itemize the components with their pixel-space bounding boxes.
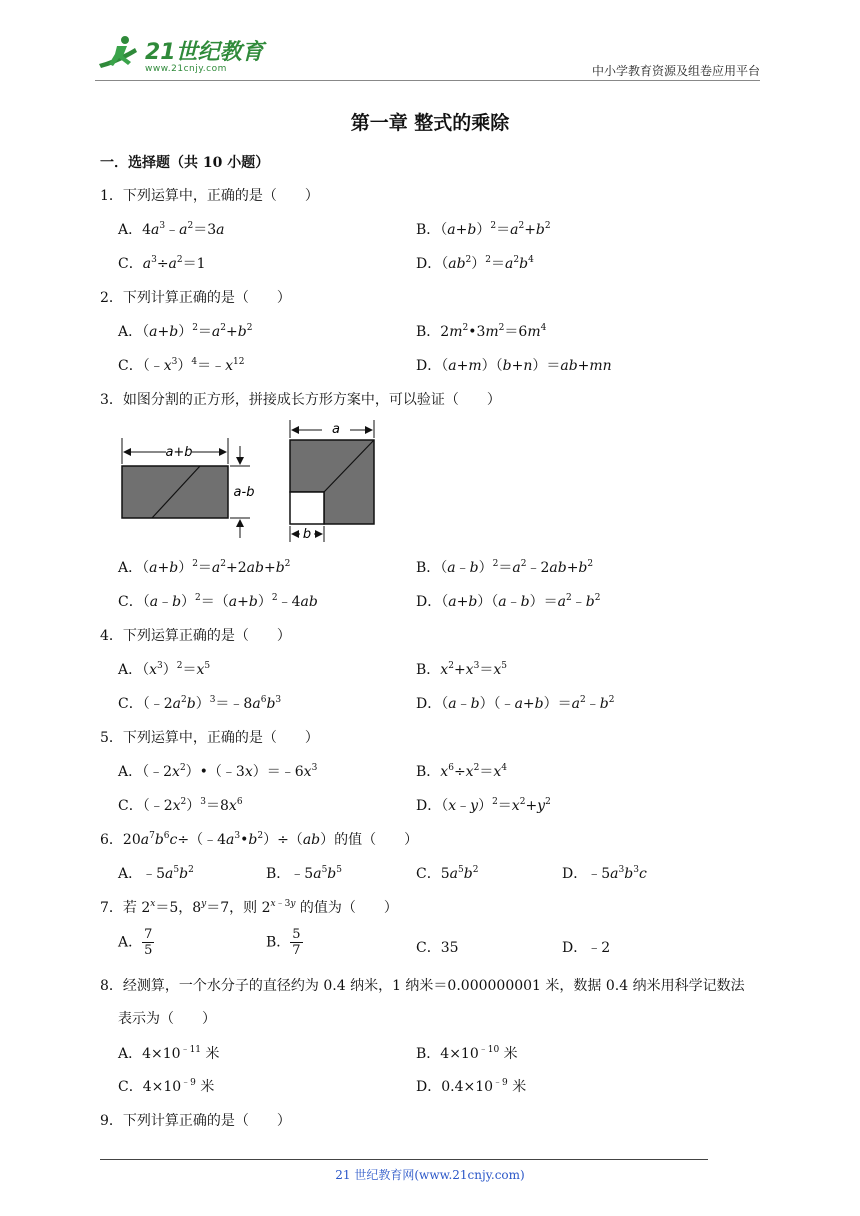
q3-option-b: B．$(a﹣b)^2=a^2﹣2ab+b^2$ xyxy=(416,559,594,576)
q2-option-b: B．$2m^2•3m^2=6m^4$ xyxy=(416,323,547,340)
q5-option-a: A．$(﹣2x^2)•(﹣3x)=﹣6x^3$ xyxy=(118,763,318,780)
q8-option-b: B．$4\times 10^{﹣10}$ 米 xyxy=(416,1045,518,1062)
label-a-plus-b: a+b xyxy=(165,445,193,460)
q4-option-d: D．$(a﹣b)(﹣a+b)=a^2﹣b^2$ xyxy=(416,695,615,712)
label-b: b xyxy=(302,527,312,542)
q4-option-c: C．$(﹣2a^2b)^3=﹣8a^6b^3$ xyxy=(118,695,282,712)
question-6-stem: 6．$20a^7b^6c\div(﹣4a^3•b^2)\div(ab)$的值（ ） xyxy=(100,831,419,848)
question-2-stem: 2．下列计算正确的是（ ） xyxy=(100,290,291,306)
q6-option-a: A．$﹣5a^5b^2$ xyxy=(118,865,194,882)
question-5-stem: 5．下列运算中，正确的是（ ） xyxy=(100,730,319,746)
q2-option-a: A．$(a+b)^2=a^2+b^2$ xyxy=(118,323,253,340)
q1-option-c: C．$a^3\div a^2=1$ xyxy=(118,255,206,272)
question-4-stem: 4．下列运算正确的是（ ） xyxy=(100,628,291,644)
question-8-stem: 8．经测算，一个水分子的直径约为 0.4 纳米，1 纳米＝0.000000001 米，数据 0.4 纳米用科学记数法 xyxy=(100,978,745,994)
q7-option-a: A． $\frac{7}{5}$ xyxy=(118,927,153,958)
label-a-minus-b: a-b xyxy=(233,485,255,500)
q4-option-b: B．$x^2+x^3=x^5$ xyxy=(416,661,507,678)
q8-option-a: A．$4\times 10^{﹣11}$ 米 xyxy=(118,1045,220,1062)
question-9-stem: 9．下列计算正确的是（ ） xyxy=(100,1113,291,1129)
q4-option-a: A．$(x^3)^2=x^5$ xyxy=(118,661,211,678)
footer-link[interactable]: 21 世纪教育网(www.21cnjy.com) xyxy=(335,1168,525,1182)
question-8-stem-cont: 表示为（ ） xyxy=(118,1011,216,1027)
page-title: 第一章 整式的乘除 xyxy=(350,112,510,134)
logo-url: www.21cnjy.com xyxy=(145,64,227,74)
question-3-stem: 3．如图分割的正方形，拼接成长方形方案中，可以验证（ ） xyxy=(100,392,501,408)
runner-logo-icon xyxy=(95,34,141,74)
question-7-stem: 7．若 $2^x=5$，$8^y=7$，则 $2^{x﹣3y}$ 的值为（ ） xyxy=(100,899,398,916)
q2-option-d: D．（a+m）（b+n）＝ab+mn xyxy=(416,358,612,374)
q8-option-d: D．$0.4\times 10^{﹣9}$ 米 xyxy=(416,1078,527,1095)
q6-option-d: D．$﹣5a^3b^3c$ xyxy=(562,865,647,882)
q5-option-d: D．$(x﹣y)^2=x^2+y^2$ xyxy=(416,797,551,814)
q7-option-b: B． $\frac{5}{7}$ xyxy=(266,927,301,958)
logo-brand: 21世纪教育 xyxy=(145,40,264,65)
q5-option-c: C．$(﹣2x^2)^3=8x^6$ xyxy=(118,797,243,814)
q7-option-d: D．﹣2 xyxy=(562,940,611,956)
q3-option-a: A．$(a+b)^2=a^2+2ab+b^2$ xyxy=(118,559,291,576)
header-platform-text: 中小学教育资源及组卷应用平台 xyxy=(591,64,760,78)
q3-option-d: D．$(a+b)(a﹣b)=a^2﹣b^2$ xyxy=(416,593,601,610)
q5-option-b: B．$x^6\div x^2=x^4$ xyxy=(416,763,507,780)
q8-option-c: C．$4\times 10^{﹣9}$ 米 xyxy=(118,1078,215,1095)
label-a: a xyxy=(332,422,340,437)
q6-option-c: C．$5a^5b^2$ xyxy=(416,865,479,882)
page-header xyxy=(95,34,760,80)
square-rectangle-figure xyxy=(118,416,388,544)
header-divider xyxy=(95,80,760,81)
footer-divider xyxy=(100,1159,708,1160)
q3-option-c: C．$(a﹣b)^2=(a+b)^2﹣4ab$ xyxy=(118,593,318,610)
q6-option-b: B．$﹣5a^5b^5$ xyxy=(266,865,342,882)
section-heading: 一．选择题（共 10 小题） xyxy=(100,155,270,171)
question-1-stem: 1．下列运算中，正确的是（ ） xyxy=(100,188,319,204)
q1-option-a: A．$4a^3﹣a^2=3a$ xyxy=(118,221,225,238)
q1-option-d: D．$(ab^2)^2=a^2b^4$ xyxy=(416,255,534,272)
q2-option-c: C．$(﹣x^3)^4=﹣x^{12}$ xyxy=(118,357,245,374)
q1-option-b: B．$(a+b)^2=a^2+b^2$ xyxy=(416,221,551,238)
q7-option-c: C．35 xyxy=(416,940,459,956)
logo xyxy=(95,34,264,74)
